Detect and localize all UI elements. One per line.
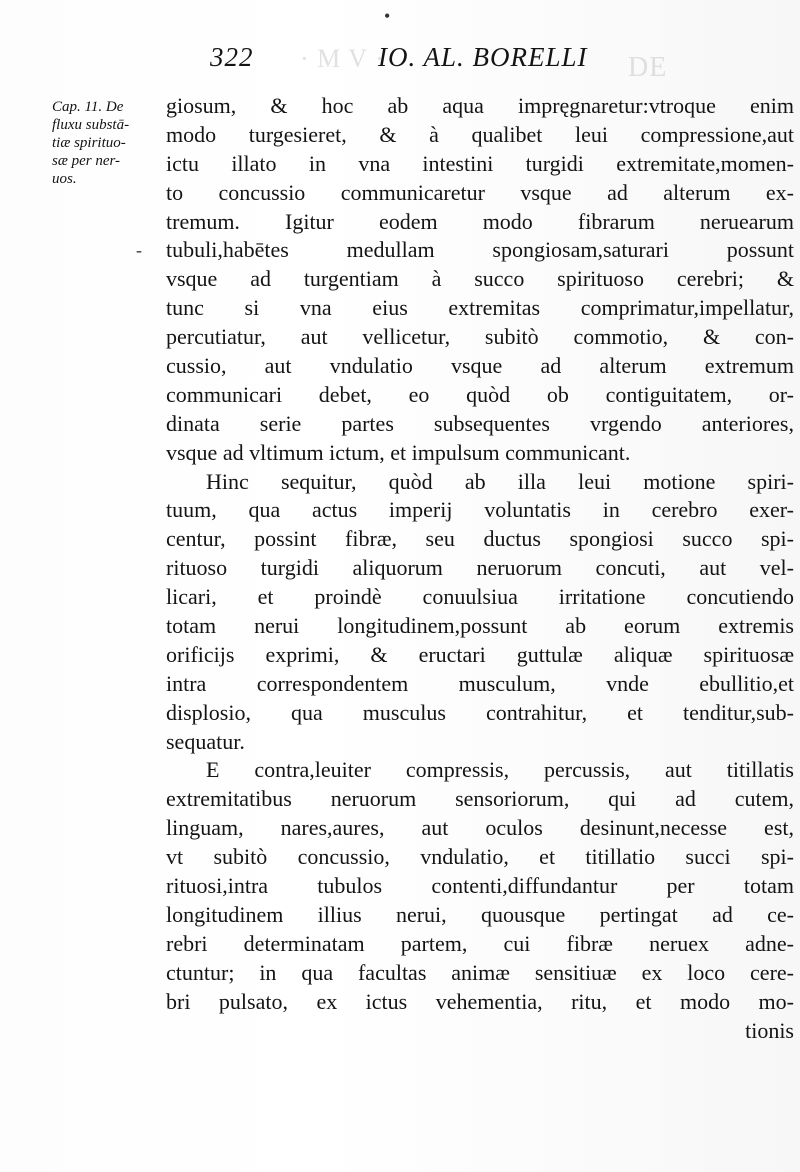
marginal-note-line: Cap. 11. De	[52, 99, 124, 115]
text-line: vt subitò concussio, vndulatio, et titillatio succi spi-	[166, 844, 794, 870]
text-line: displosio, qua musculus contrahitur, et tenditur,sub-	[166, 699, 794, 725]
text-line: ctuntur; in qua facultas animæ sensitiuæ ex loco cere-	[166, 959, 794, 985]
marginal-note-line: uos.	[52, 171, 77, 187]
text-line: rebri determinatam partem, cui fibræ neruex adne-	[166, 930, 794, 956]
paragraph-start-line: E contra,leuiter compressis, percussis, aut titillatis	[206, 757, 794, 783]
marginal-note-line: tiæ spirituo-	[52, 135, 126, 151]
marginal-note-line: fluxu substā-	[52, 117, 130, 133]
page-header	[0, 42, 800, 82]
text-line: communicari debet, eo quòd ob contiguitatem, or-	[166, 381, 794, 407]
text-line: sequatur.	[166, 728, 245, 754]
text-line: totam nerui longitudinem,possunt ab eorum extremis	[166, 613, 794, 639]
text-line: percutiatur, aut vellicetur, subitò commotio, & con-	[166, 324, 794, 350]
text-line: dinata serie partes subsequentes vrgendo anteriores,	[166, 410, 794, 436]
text-line: orificijs exprimi, & eructari guttulæ aliquæ spirituosæ	[166, 641, 794, 667]
text-line: centur, possint fibræ, seu ductus spongiosi succo spi-	[166, 526, 794, 552]
text-line: tunc si vna eius extremitas comprimatur,impellatur,	[166, 295, 794, 321]
show-through-header: DE	[628, 52, 668, 83]
body-text	[166, 92, 794, 1045]
side-tick-mark: -	[136, 240, 142, 260]
text-line: tuum, qua actus imperij voluntatis in cerebro exer-	[166, 497, 794, 523]
text-line: to concussio communicaretur vsque ad alterum ex-	[166, 179, 794, 205]
text-line: cussio, aut vndulatio vsque ad alterum extremum	[166, 353, 794, 379]
paragraph-start-line: Hinc sequitur, quòd ab illa leui motione spiri-	[206, 468, 794, 494]
marginal-note	[52, 98, 164, 188]
top-dot-mark: •	[384, 6, 391, 26]
marginal-note-line: sæ per ner-	[52, 153, 121, 169]
text-line: licari, et proindè conuulsiua irritatione concutiendo	[166, 584, 794, 610]
text-line: intra correspondentem musculum, vnde ebullitio,et	[166, 670, 794, 696]
text-line: longitudinem illius nerui, quousque pertingat ad ce-	[166, 901, 794, 927]
text-line: vsque ad turgentiam à succo spirituoso cerebri; &	[166, 266, 794, 292]
text-line: ictu illato in vna intestini turgidi extremitate,momen-	[166, 150, 794, 176]
text-line: rituosi,intra tubulos contenti,diffundantur per totam	[166, 873, 794, 899]
text-line: linguam, nares,aures, aut oculos desinunt,necesse est,	[166, 815, 794, 841]
show-through-header-left: · M V ·	[300, 44, 385, 73]
text-line: tubuli,habētes medullam spongiosam,saturari possunt	[166, 237, 794, 263]
text-line: extremitatibus neruorum sensoriorum, qui ad cutem,	[166, 786, 794, 812]
text-line: bri pulsato, ex ictus vehementia, ritu, et modo mo-	[166, 988, 794, 1014]
text-line: modo turgesieret, & à qualibet leui compressione,aut	[166, 121, 794, 147]
text-line: vsque ad vltimum ictum, et impulsum communicant.	[166, 439, 631, 465]
text-line: tremum. Igitur eodem modo fibrarum neruearum	[166, 208, 794, 234]
text-line: giosum, & hoc ab aqua impręgnaretur:vtroque enim	[166, 93, 794, 118]
page-number: 322	[210, 42, 254, 72]
running-title: IO. AL. BORELLI	[378, 42, 588, 72]
text-line: rituoso turgidi aliquorum neruorum concuti, aut vel-	[166, 555, 794, 581]
catchword: tionis	[745, 1017, 794, 1043]
